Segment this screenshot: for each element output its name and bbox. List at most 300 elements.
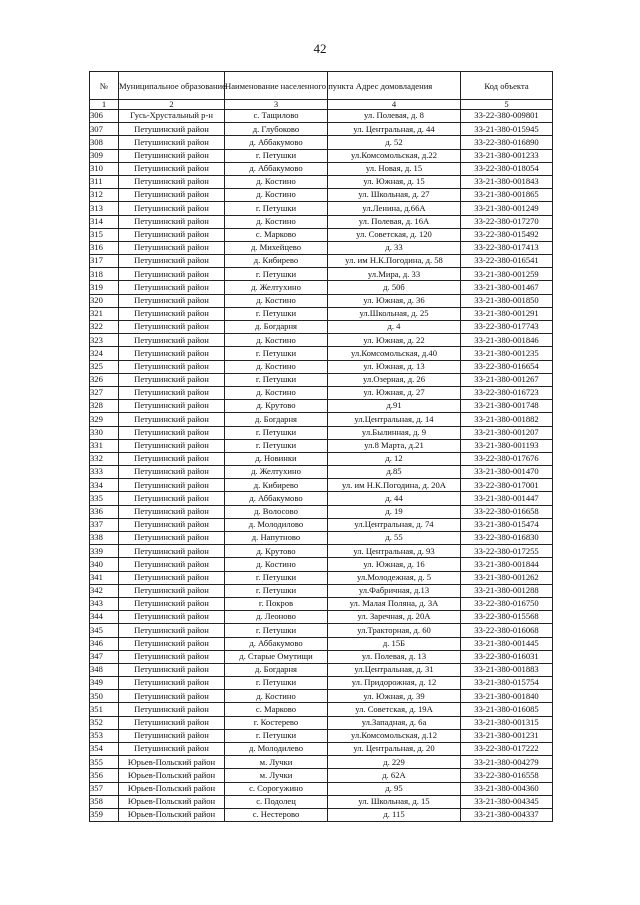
address-cell: ул.8 Марта, д.21: [328, 439, 461, 452]
locality-cell: д. Костино: [225, 175, 328, 188]
municipality-cell: Петушинский район: [119, 202, 225, 215]
object-code-cell: 33-22-380-017222: [461, 743, 553, 756]
address-cell: д. 44: [328, 492, 461, 505]
address-cell: ул.Центральная, д. 14: [328, 413, 461, 426]
row-number-cell: 324: [90, 347, 119, 360]
locality-cell: д. Глубоково: [225, 123, 328, 136]
row-number-cell: 323: [90, 334, 119, 347]
municipality-cell: Петушинский район: [119, 518, 225, 531]
table-row: [90, 413, 553, 426]
locality-cell: д. Аббакумово: [225, 136, 328, 149]
table-row: [90, 162, 553, 175]
address-cell: ул. Центральная, д. 93: [328, 545, 461, 558]
address-cell: д. 95: [328, 782, 461, 795]
table-row: [90, 452, 553, 465]
locality-cell: д. Костино: [225, 558, 328, 571]
row-number-cell: 355: [90, 756, 119, 769]
table-row: [90, 558, 553, 571]
municipality-cell: Петушинский район: [119, 558, 225, 571]
locality-cell: м. Лучки: [225, 769, 328, 782]
row-number-cell: 357: [90, 782, 119, 795]
address-cell: ул. Полевая, д. 13: [328, 650, 461, 663]
object-code-cell: 33-21-380-001865: [461, 189, 553, 202]
address-cell: ул.Комсомольская, д.40: [328, 347, 461, 360]
locality-cell: д. Кибирево: [225, 479, 328, 492]
address-cell: ул. Южная, д. 16: [328, 558, 461, 571]
address-cell: ул.Западная, д. 6а: [328, 716, 461, 729]
row-number-cell: 335: [90, 492, 119, 505]
locality-cell: д. Старые Омутищи: [225, 650, 328, 663]
row-number-cell: 329: [90, 413, 119, 426]
object-code-cell: 33-21-380-004360: [461, 782, 553, 795]
header-locality: Наименование населенного пункта: [225, 72, 328, 100]
row-number-cell: 338: [90, 532, 119, 545]
municipality-cell: Петушинский район: [119, 426, 225, 439]
municipality-cell: Петушинский район: [119, 400, 225, 413]
locality-cell: д. Напутново: [225, 532, 328, 545]
object-code-cell: 33-22-380-017270: [461, 215, 553, 228]
municipality-cell: Юрьев-Польский район: [119, 795, 225, 808]
locality-cell: д. Костино: [225, 334, 328, 347]
locality-cell: д. Леоново: [225, 611, 328, 624]
table-row: [90, 505, 553, 518]
table-row: [90, 743, 553, 756]
municipality-cell: Петушинский район: [119, 136, 225, 149]
municipality-cell: Петушинский район: [119, 611, 225, 624]
row-number-cell: 331: [90, 439, 119, 452]
table-row: [90, 571, 553, 584]
municipality-cell: Петушинский район: [119, 716, 225, 729]
table-row: [90, 518, 553, 531]
table-row: [90, 347, 553, 360]
locality-cell: д. Михейцево: [225, 241, 328, 254]
locality-cell: д. Костино: [225, 215, 328, 228]
row-number-cell: 322: [90, 321, 119, 334]
municipality-cell: Петушинский район: [119, 373, 225, 386]
address-cell: д. 62А: [328, 769, 461, 782]
municipality-cell: Петушинский район: [119, 452, 225, 465]
table-row: [90, 729, 553, 742]
address-cell: ул.Ленина, д.66А: [328, 202, 461, 215]
locality-cell: с. Нестерово: [225, 808, 328, 821]
address-cell: ул.Молодежная, д. 5: [328, 571, 461, 584]
locality-cell: д. Богдарня: [225, 413, 328, 426]
locality-cell: с. Марково: [225, 703, 328, 716]
locality-cell: с. Сорогужино: [225, 782, 328, 795]
row-number-cell: 339: [90, 545, 119, 558]
table-row: [90, 532, 553, 545]
row-number-cell: 325: [90, 360, 119, 373]
municipality-cell: Петушинский район: [119, 149, 225, 162]
municipality-cell: Петушинский район: [119, 347, 225, 360]
table-row: [90, 611, 553, 624]
column-number: 1: [90, 100, 119, 110]
table-row: [90, 202, 553, 215]
municipality-cell: Петушинский район: [119, 386, 225, 399]
locality-cell: д. Костино: [225, 189, 328, 202]
header-object-code: Код объекта: [461, 72, 553, 100]
municipality-cell: Петушинский район: [119, 413, 225, 426]
address-cell: д. 33: [328, 241, 461, 254]
object-code-cell: 33-22-380-009801: [461, 110, 553, 123]
object-code-cell: 33-22-380-018054: [461, 162, 553, 175]
row-number-cell: 314: [90, 215, 119, 228]
row-number-cell: 330: [90, 426, 119, 439]
table-row: [90, 268, 553, 281]
locality-cell: д. Богдарня: [225, 663, 328, 676]
object-code-cell: 33-21-380-001844: [461, 558, 553, 571]
object-code-cell: 33-21-380-001288: [461, 584, 553, 597]
object-code-cell: 33-22-380-016654: [461, 360, 553, 373]
header-row: [90, 72, 553, 100]
table-row: [90, 650, 553, 663]
object-code-cell: 33-22-380-016890: [461, 136, 553, 149]
address-cell: ул. Придорожная, д. 12: [328, 677, 461, 690]
municipality-cell: Петушинский район: [119, 624, 225, 637]
municipality-cell: Петушинский район: [119, 334, 225, 347]
address-cell: ул. Центральная, д. 44: [328, 123, 461, 136]
locality-cell: г. Петушки: [225, 677, 328, 690]
object-code-cell: 33-22-380-016558: [461, 769, 553, 782]
address-cell: ул.Центральная, д. 74: [328, 518, 461, 531]
address-cell: д. 4: [328, 321, 461, 334]
table-row: [90, 677, 553, 690]
locality-cell: д. Крутово: [225, 400, 328, 413]
object-code-cell: 33-22-380-016031: [461, 650, 553, 663]
object-code-cell: 33-21-380-001267: [461, 373, 553, 386]
municipality-cell: Петушинский район: [119, 545, 225, 558]
locality-cell: с. Марково: [225, 228, 328, 241]
municipality-cell: Петушинский район: [119, 281, 225, 294]
locality-cell: г. Петушки: [225, 439, 328, 452]
row-number-cell: 334: [90, 479, 119, 492]
row-number-cell: 315: [90, 228, 119, 241]
row-number-cell: 341: [90, 571, 119, 584]
row-number-cell: 351: [90, 703, 119, 716]
table-row: [90, 690, 553, 703]
table-row: [90, 386, 553, 399]
row-number-cell: 307: [90, 123, 119, 136]
object-code-cell: 33-21-380-001249: [461, 202, 553, 215]
locality-cell: д. Богдарня: [225, 321, 328, 334]
locality-cell: г. Петушки: [225, 307, 328, 320]
address-cell: ул. Центральная, д. 20: [328, 743, 461, 756]
municipality-cell: Петушинский район: [119, 492, 225, 505]
municipality-cell: Петушинский район: [119, 307, 225, 320]
address-cell: ул. Южная, д. 15: [328, 175, 461, 188]
municipality-cell: Петушинский район: [119, 255, 225, 268]
locality-cell: г. Петушки: [225, 426, 328, 439]
municipality-cell: Юрьев-Польский район: [119, 782, 225, 795]
registry-table: [89, 71, 553, 822]
column-number: 2: [119, 100, 225, 110]
address-cell: д. 19: [328, 505, 461, 518]
address-cell: ул. Южная, д. 36: [328, 294, 461, 307]
municipality-cell: Петушинский район: [119, 650, 225, 663]
locality-cell: д. Желтухино: [225, 281, 328, 294]
row-number-cell: 327: [90, 386, 119, 399]
row-number-cell: 332: [90, 452, 119, 465]
locality-cell: д. Костино: [225, 386, 328, 399]
row-number-cell: 343: [90, 597, 119, 610]
locality-cell: д. Крутово: [225, 545, 328, 558]
object-code-cell: 33-21-380-001447: [461, 492, 553, 505]
municipality-cell: Петушинский район: [119, 690, 225, 703]
object-code-cell: 33-21-380-001231: [461, 729, 553, 742]
address-cell: ул. Советская, д. 120: [328, 228, 461, 241]
locality-cell: г. Петушки: [225, 571, 328, 584]
municipality-cell: Петушинский район: [119, 584, 225, 597]
object-code-cell: 33-21-380-001445: [461, 637, 553, 650]
municipality-cell: Юрьев-Польский район: [119, 808, 225, 821]
table-row: [90, 228, 553, 241]
row-number-cell: 348: [90, 663, 119, 676]
municipality-cell: Петушинский район: [119, 532, 225, 545]
object-code-cell: 33-21-380-001850: [461, 294, 553, 307]
row-number-cell: 345: [90, 624, 119, 637]
object-code-cell: 33-21-380-001193: [461, 439, 553, 452]
locality-cell: г. Петушки: [225, 347, 328, 360]
object-code-cell: 33-22-380-016541: [461, 255, 553, 268]
object-code-cell: 33-21-380-001207: [461, 426, 553, 439]
row-number-cell: 318: [90, 268, 119, 281]
table-row: [90, 637, 553, 650]
municipality-cell: Петушинский район: [119, 189, 225, 202]
municipality-cell: Петушинский район: [119, 360, 225, 373]
row-number-cell: 336: [90, 505, 119, 518]
table-row: [90, 426, 553, 439]
municipality-cell: Петушинский район: [119, 729, 225, 742]
row-number-cell: 306: [90, 110, 119, 123]
municipality-cell: Петушинский район: [119, 637, 225, 650]
row-number-cell: 354: [90, 743, 119, 756]
object-code-cell: 33-21-380-001467: [461, 281, 553, 294]
address-cell: ул. Малая Поляна, д. 3А: [328, 597, 461, 610]
locality-cell: м. Лучки: [225, 756, 328, 769]
locality-cell: д. Костино: [225, 360, 328, 373]
table-row: [90, 175, 553, 188]
row-number-cell: 319: [90, 281, 119, 294]
locality-cell: д. Молодилево: [225, 743, 328, 756]
object-code-cell: 33-21-380-015945: [461, 123, 553, 136]
page-number: 42: [313, 41, 327, 56]
object-code-cell: 33-21-380-001315: [461, 716, 553, 729]
municipality-cell: Петушинский район: [119, 439, 225, 452]
row-number-cell: 342: [90, 584, 119, 597]
address-cell: ул.Центральная, д. 31: [328, 663, 461, 676]
table-row: [90, 545, 553, 558]
address-cell: д.85: [328, 466, 461, 479]
table-row: [90, 373, 553, 386]
object-code-cell: 33-22-380-017001: [461, 479, 553, 492]
municipality-cell: Петушинский район: [119, 268, 225, 281]
object-code-cell: 33-22-380-015492: [461, 228, 553, 241]
address-cell: ул. Заречная, д. 20А: [328, 611, 461, 624]
municipality-cell: Петушинский район: [119, 571, 225, 584]
locality-cell: д. Кибирево: [225, 255, 328, 268]
municipality-cell: Петушинский район: [119, 663, 225, 676]
object-code-cell: 33-22-380-017413: [461, 241, 553, 254]
address-cell: д. 55: [328, 532, 461, 545]
row-number-cell: 311: [90, 175, 119, 188]
municipality-cell: Петушинский район: [119, 162, 225, 175]
address-cell: ул. Школьная, д. 27: [328, 189, 461, 202]
row-number-cell: 309: [90, 149, 119, 162]
table-row: [90, 294, 553, 307]
table-row: [90, 808, 553, 821]
address-cell: д. 12: [328, 452, 461, 465]
address-cell: д. 52: [328, 136, 461, 149]
locality-cell: г. Петушки: [225, 268, 328, 281]
table-row: [90, 492, 553, 505]
municipality-cell: Петушинский район: [119, 677, 225, 690]
locality-cell: с. Тащилово: [225, 110, 328, 123]
table-row: [90, 136, 553, 149]
table-body: [90, 110, 553, 822]
table-row: [90, 795, 553, 808]
table-row: [90, 321, 553, 334]
municipality-cell: Петушинский район: [119, 505, 225, 518]
address-cell: ул.Мира, д. 33: [328, 268, 461, 281]
table-row: [90, 756, 553, 769]
object-code-cell: 33-22-380-016750: [461, 597, 553, 610]
table-row: [90, 360, 553, 373]
address-cell: д. 15Б: [328, 637, 461, 650]
table-row: [90, 149, 553, 162]
object-code-cell: 33-22-380-017255: [461, 545, 553, 558]
row-number-cell: 350: [90, 690, 119, 703]
object-code-cell: 33-22-380-016658: [461, 505, 553, 518]
address-cell: д.91: [328, 400, 461, 413]
row-number-cell: 328: [90, 400, 119, 413]
object-code-cell: 33-22-380-017676: [461, 452, 553, 465]
object-code-cell: 33-21-380-001470: [461, 466, 553, 479]
table-row: [90, 703, 553, 716]
municipality-cell: Петушинский район: [119, 294, 225, 307]
municipality-cell: Петушинский район: [119, 123, 225, 136]
row-number-cell: 317: [90, 255, 119, 268]
row-number-cell: 340: [90, 558, 119, 571]
locality-cell: г. Петушки: [225, 373, 328, 386]
row-number-cell: 312: [90, 189, 119, 202]
municipality-cell: Петушинский район: [119, 241, 225, 254]
object-code-cell: 33-21-380-001748: [461, 400, 553, 413]
municipality-cell: Петушинский район: [119, 228, 225, 241]
municipality-cell: Петушинский район: [119, 466, 225, 479]
table-row: [90, 123, 553, 136]
table-row: [90, 782, 553, 795]
table-row: [90, 716, 553, 729]
address-cell: ул. Полевая, д. 8: [328, 110, 461, 123]
column-number-row: [90, 100, 553, 110]
municipality-cell: Гусь-Хрустальный р-н: [119, 110, 225, 123]
row-number-cell: 347: [90, 650, 119, 663]
row-number-cell: 326: [90, 373, 119, 386]
locality-cell: д. Костино: [225, 294, 328, 307]
table-row: [90, 624, 553, 637]
table-row: [90, 189, 553, 202]
object-code-cell: 33-21-380-001233: [461, 149, 553, 162]
row-number-cell: 337: [90, 518, 119, 531]
table-row: [90, 255, 553, 268]
row-number-cell: 358: [90, 795, 119, 808]
object-code-cell: 33-21-380-001846: [461, 334, 553, 347]
object-code-cell: 33-21-380-016085: [461, 703, 553, 716]
municipality-cell: Петушинский район: [119, 175, 225, 188]
address-cell: ул. им Н.К.Погодина, д. 20А: [328, 479, 461, 492]
object-code-cell: 33-22-380-016830: [461, 532, 553, 545]
row-number-cell: 333: [90, 466, 119, 479]
table-row: [90, 769, 553, 782]
locality-cell: д. Волосово: [225, 505, 328, 518]
object-code-cell: 33-21-380-001262: [461, 571, 553, 584]
table-row: [90, 334, 553, 347]
object-code-cell: 33-21-380-001259: [461, 268, 553, 281]
table-row: [90, 597, 553, 610]
row-number-cell: 353: [90, 729, 119, 742]
locality-cell: д. Новинки: [225, 452, 328, 465]
locality-cell: д. Костино: [225, 690, 328, 703]
table-row: [90, 584, 553, 597]
municipality-cell: Петушинский район: [119, 597, 225, 610]
address-cell: д. 229: [328, 756, 461, 769]
object-code-cell: 33-22-380-015568: [461, 611, 553, 624]
locality-cell: д. Аббакумово: [225, 162, 328, 175]
table-row: [90, 110, 553, 123]
table-row: [90, 241, 553, 254]
object-code-cell: 33-21-380-001843: [461, 175, 553, 188]
address-cell: ул.Школьная, д. 25: [328, 307, 461, 320]
row-number-cell: 352: [90, 716, 119, 729]
table-row: [90, 466, 553, 479]
address-cell: ул. Южная, д. 27: [328, 386, 461, 399]
row-number-cell: 308: [90, 136, 119, 149]
row-number-cell: 346: [90, 637, 119, 650]
address-cell: д. 115: [328, 808, 461, 821]
object-code-cell: 33-21-380-001882: [461, 413, 553, 426]
object-code-cell: 33-21-380-015754: [461, 677, 553, 690]
header-municipality: Муниципальное образование: [119, 72, 225, 100]
locality-cell: д. Желтухино: [225, 466, 328, 479]
row-number-cell: 320: [90, 294, 119, 307]
table-row: [90, 307, 553, 320]
object-code-cell: 33-22-380-016723: [461, 386, 553, 399]
locality-cell: г. Костерево: [225, 716, 328, 729]
table-row: [90, 479, 553, 492]
object-code-cell: 33-21-380-001235: [461, 347, 553, 360]
address-cell: ул.Тракторная, д. 60: [328, 624, 461, 637]
municipality-cell: Юрьев-Польский район: [119, 756, 225, 769]
object-code-cell: 33-21-380-001291: [461, 307, 553, 320]
row-number-cell: 316: [90, 241, 119, 254]
locality-cell: г. Петушки: [225, 624, 328, 637]
object-code-cell: 33-21-380-004337: [461, 808, 553, 821]
locality-cell: г. Петушки: [225, 149, 328, 162]
row-number-cell: 310: [90, 162, 119, 175]
address-cell: ул.Комсомольская, д.12: [328, 729, 461, 742]
address-cell: д. 50б: [328, 281, 461, 294]
municipality-cell: Юрьев-Польский район: [119, 769, 225, 782]
address-cell: ул. Полевая, д. 16А: [328, 215, 461, 228]
object-code-cell: 33-21-380-001883: [461, 663, 553, 676]
locality-cell: г. Покров: [225, 597, 328, 610]
row-number-cell: 313: [90, 202, 119, 215]
row-number-cell: 321: [90, 307, 119, 320]
header-number: №: [90, 72, 119, 100]
address-cell: ул. Южная, д. 13: [328, 360, 461, 373]
table-row: [90, 281, 553, 294]
column-number: 5: [461, 100, 553, 110]
